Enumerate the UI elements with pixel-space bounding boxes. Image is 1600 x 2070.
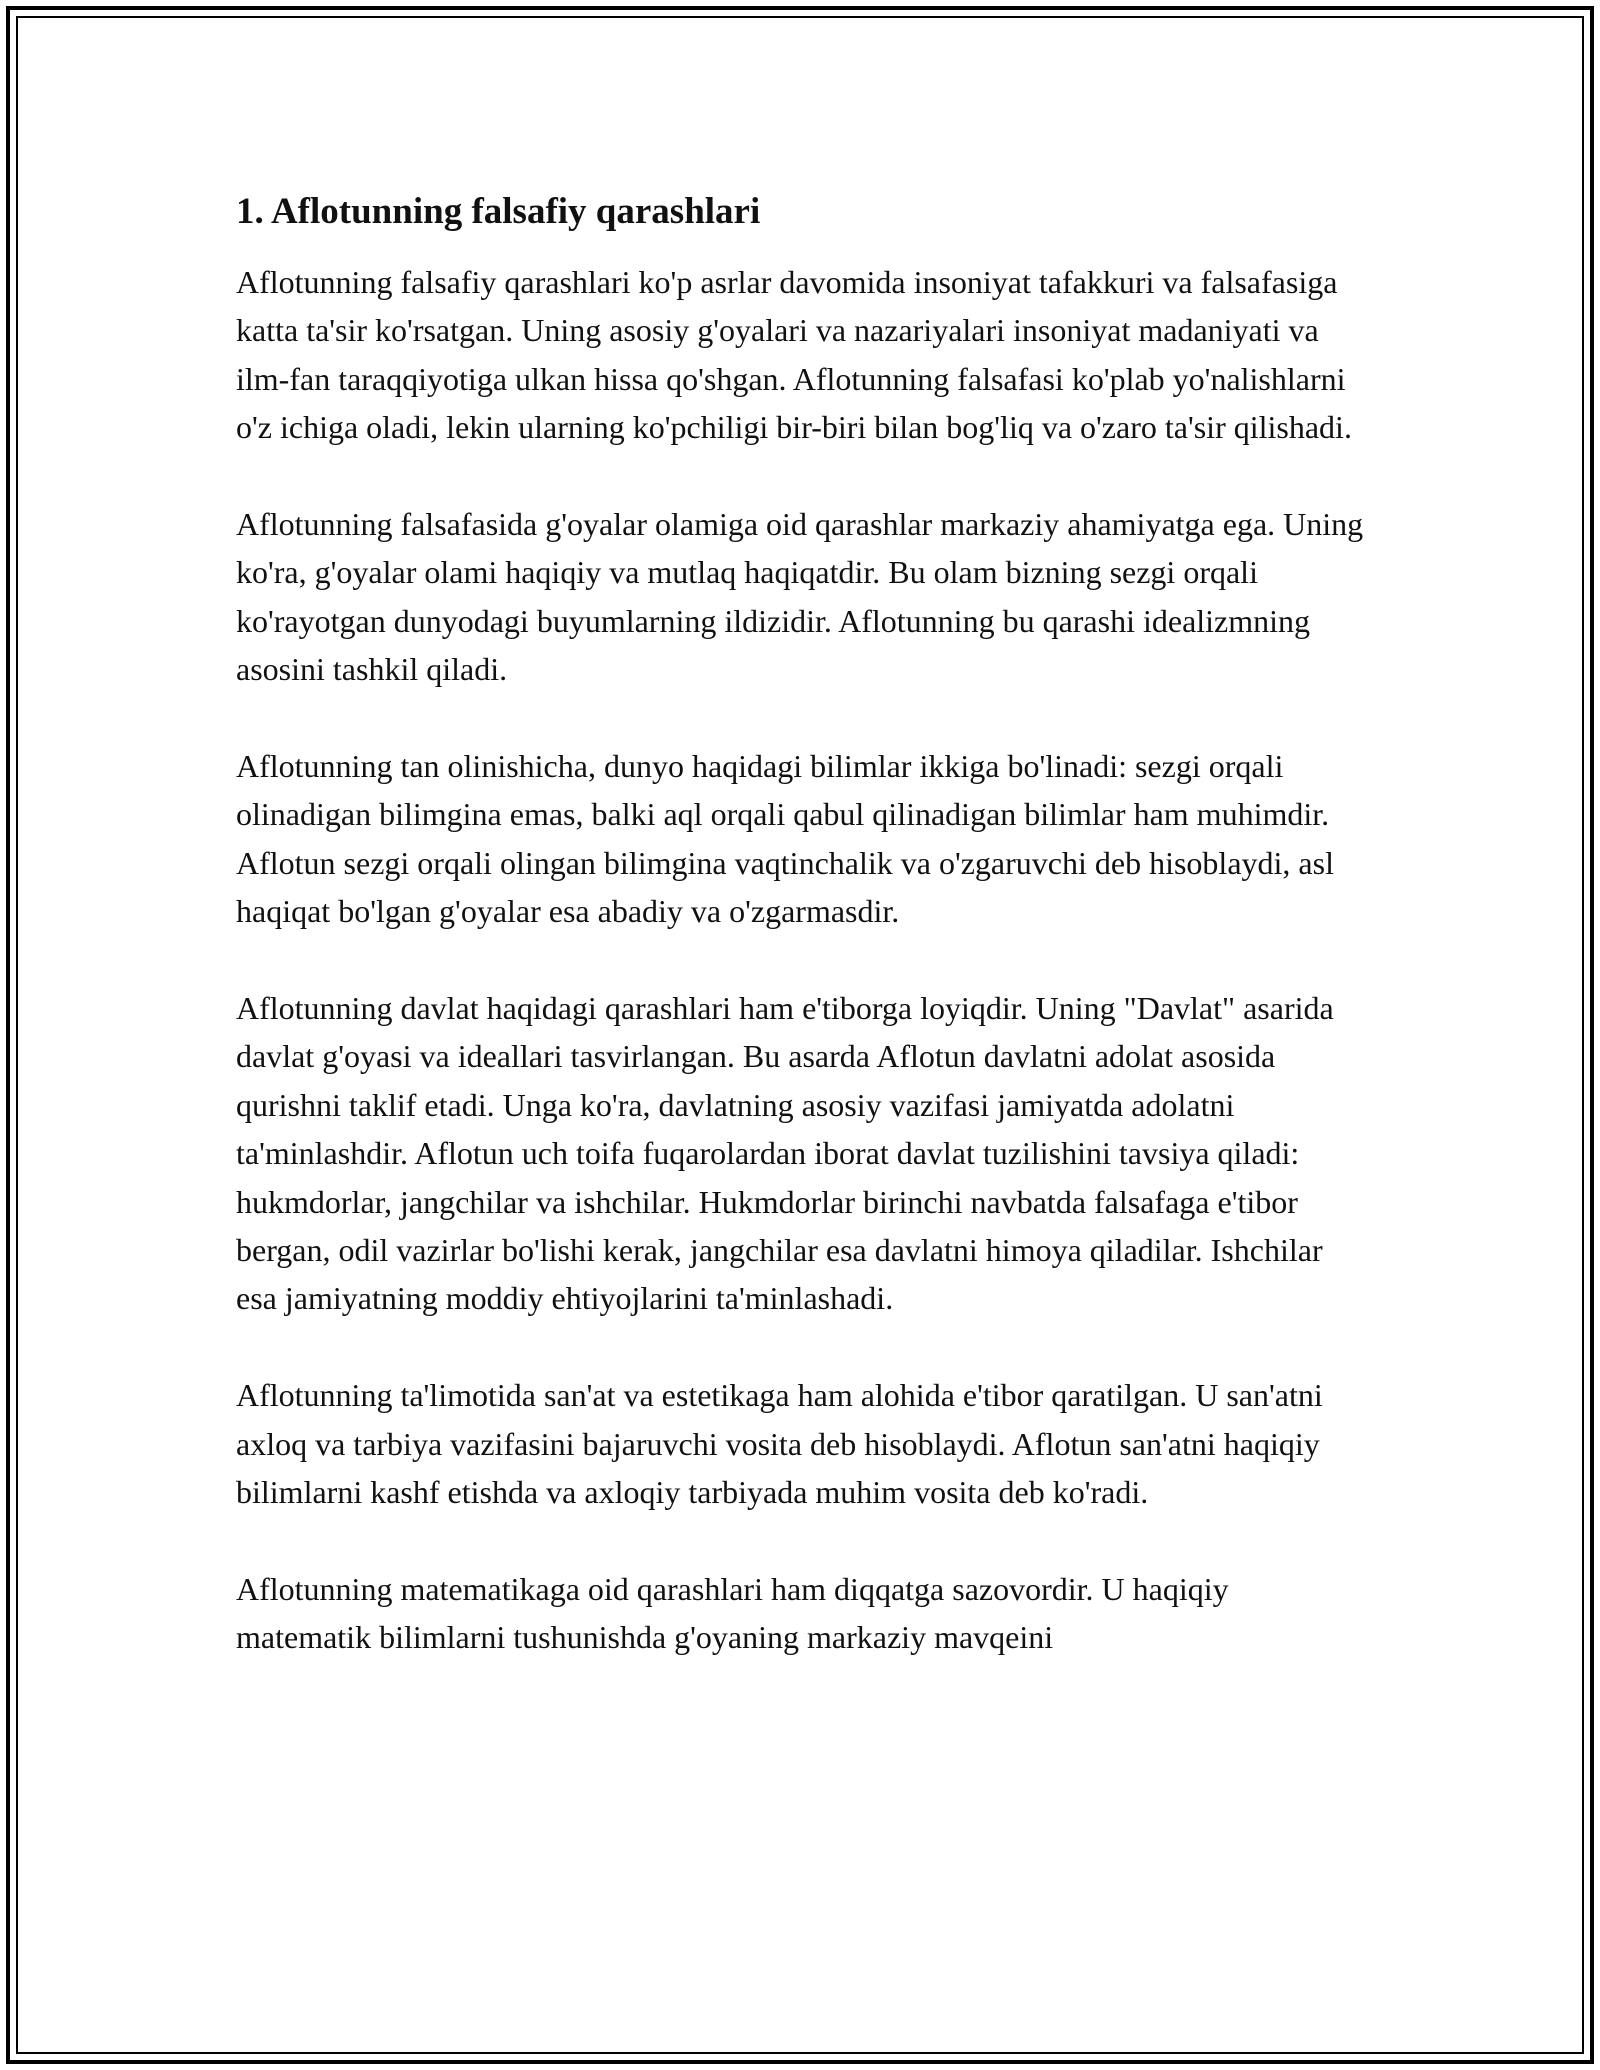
paragraph-intro: Aflotunning falsafiy qarashlari ko'p asrlar davomida insoniyat tafakkuri va falsafasiga katta ta'sir ko'rsatgan. Uning asosiy g'oyalari va nazariyalari insoniyat madaniyati va ilm-fan taraqqiyotiga ulkan hissa qo'shgan. Aflotunning falsafasi ko'plab yo'nalishlarni o'z ichiga oladi, lekin ularning ko'pchiligi bir-biri bilan bog'liq va o'zaro ta'sir qilishadi.: [236, 264, 1352, 446]
paragraph-knowledge: Aflotunning tan olinishicha, dunyo haqidagi bilimlar ikkiga bo'linadi: sezgi orqali olinadigan bilimgina emas, balki aql orqali qabul qilinadigan bilimlar ham muhimdir. Aflotun sezgi orqali olingan bilimgina vaqtinchalik va o'zgaruvchi deb hisoblaydi, asl haqiqat bo'lgan g'oyalar esa abadiy va o'zgarmasdir.: [236, 748, 1334, 930]
document-body: [236, 188, 1366, 1710]
paragraph-art: Aflotunning ta'limotida san'at va estetikaga ham alohida e'tibor qaratilgan. U san'atni axloq va tarbiya vazifasini bajaruvchi vosita deb hisoblaydi. Aflotun san'atni haqiqiy bilimlarni kashf etishda va axloqiy tarbiyada muhim vosita deb ko'radi.: [236, 1377, 1323, 1511]
paragraph-mathematics: Aflotunning matematikaga oid qarashlari ham diqqatga sazovordir. U haqiqiy matematik bilimlarni tushunishda g'oyaning markaziy mavqeini: [236, 1570, 1229, 1656]
paragraph-state: Aflotunning davlat haqidagi qarashlari ham e'tiborga loyiqdir. Uning "Davlat" asarida davlat g'oyasi va ideallari tasvirlangan. Bu asarda Aflotun davlatni adolat asosida qurishni taklif etadi. Unga ko'ra, davlatning asosiy vazifasi jamiyatda adolatni ta'minlashdir. Aflotun uch toifa fuqarolardan iborat davlat tuzilishini tavsiya qiladi: hukmdorlar, jangchilar va ishchilar. Hukmdorlar birinchi navbatda falsafaga e'tibor bergan, odil vazirlar bo'lishi kerak, jangchilar esa davlatni himoya qiladilar. Ishchilar esa jamiyatning moddiy ehtiyojlarini ta'minlashadi.: [236, 990, 1334, 1317]
document-title: 1. Aflotunning falsafiy qarashlari: [236, 191, 761, 232]
paragraph-ideas-world: Aflotunning falsafasida g'oyalar olamiga oid qarashlar markaziy ahamiyatga ega. Uning ko'ra, g'oyalar olami haqiqiy va mutlaq haqiqatdir. Bu olam bizning sezgi orqali ko'rayotgan dunyodagi buyumlarning ildizidir. Aflotunning bu qarashi idealizmning asosini tashkil qiladi.: [236, 506, 1364, 688]
